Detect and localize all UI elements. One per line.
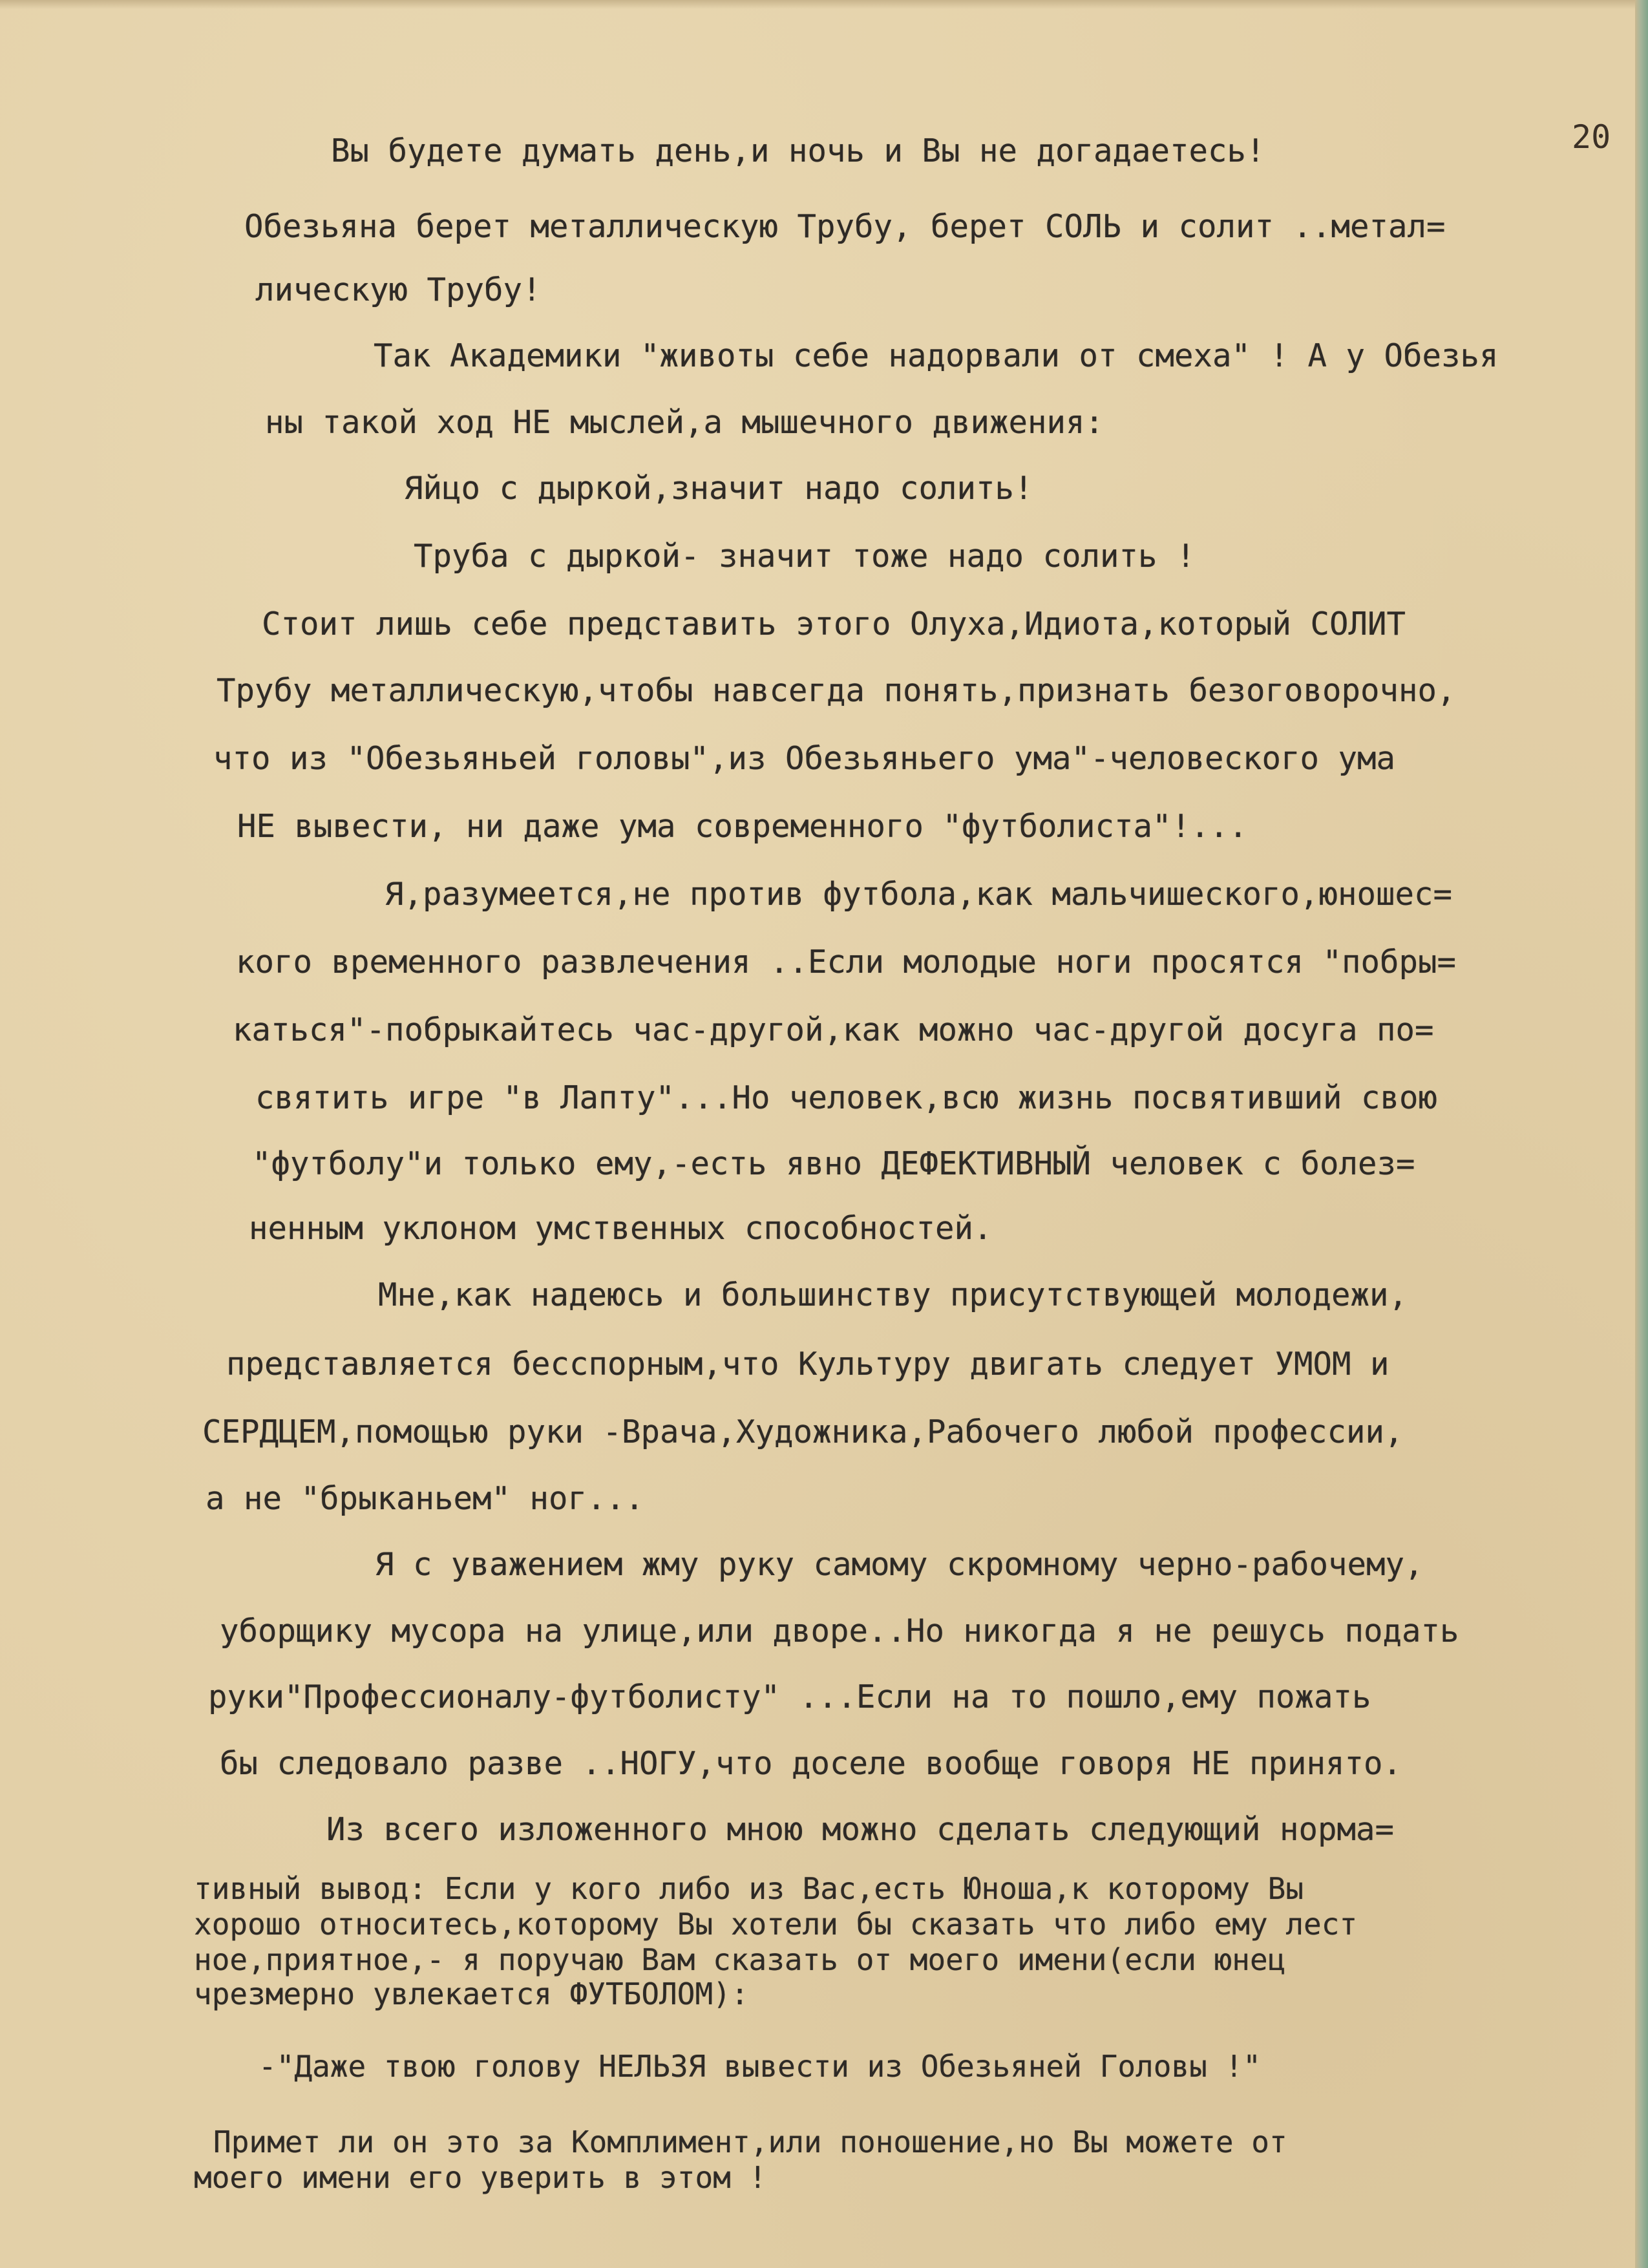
text-line: "футболу"и только ему,-есть явно ДЕФЕКТИВНЫЙ человек с болез= [252, 1145, 1415, 1182]
text-line: ненным уклоном умственных способностей. [249, 1210, 993, 1247]
text-line: Вы будете думать день,и ночь и Вы не догадаетесь! [331, 132, 1265, 169]
text-line: Примет ли он это за Комплимент,или поношение,но Вы можете от [213, 2125, 1287, 2159]
text-line: лическую Трубу! [255, 271, 542, 308]
text-line: тивный вывод: Если у кого либо из Вас,есть Юноша,к которому Вы [194, 1871, 1304, 1906]
text-line: Стоит лишь себе представить этого Олуха,Идиота,который СОЛИТ [262, 606, 1406, 642]
text-line: ны такой ход НЕ мыслей,а мышечного движения: [265, 404, 1104, 441]
text-line: Так Академики "животы себе надорвали от смеха" ! А у Обезья [374, 337, 1499, 374]
text-line: моего имени его уверить в этом ! [194, 2160, 767, 2195]
text-line: Обезьяна берет металлическую Трубу, берет СОЛЬ и солит ..метал= [244, 208, 1446, 245]
text-line: -"Даже твою голову НЕЛЬЗЯ вывести из Обезьяней Головы !" [259, 2049, 1261, 2084]
text-line: чрезмерно увлекается ФУТБОЛОМ): [194, 1977, 749, 2011]
text-line: Яйцо с дыркой,значит надо солить! [404, 470, 1033, 507]
page-number: 20 [1572, 118, 1611, 156]
text-line: хорошо относитесь,которому Вы хотели бы сказать что либо ему лест [194, 1907, 1358, 1942]
text-line: ное,приятное,- я поручаю Вам сказать от моего имени(если юнец [194, 1942, 1286, 1977]
text-line: Мне,как надеюсь и большинству присутствующей молодежи, [378, 1277, 1408, 1313]
text-line: Трубу металлическую,чтобы навсегда понять,признать безоговорочно, [217, 672, 1456, 709]
text-line: а не "брыканьем" ног... [206, 1480, 644, 1517]
text-line: СЕРДЦЕМ,помощью руки -Врача,Художника,Рабочего любой профессии, [202, 1414, 1404, 1450]
text-line: что из "Обезьяньей головы",из Обезьяньего ума"-человеского ума [213, 740, 1396, 777]
text-line: бы следовало разве ..НОГУ,что доселе вообще говоря НЕ принято. [220, 1745, 1402, 1782]
text-line: кого временного развлечения ..Если молодые ноги просятся "побры= [236, 944, 1457, 980]
page-right-edge [1635, 0, 1648, 2268]
text-line: Труба с дыркой- значит тоже надо солить ! [414, 538, 1196, 575]
text-line: Из всего изложенного мною можно сделать следующий норма= [326, 1811, 1395, 1848]
text-line: святить игре "в Лапту"...Но человек,всю жизнь посвятивший свою [255, 1079, 1438, 1116]
text-line: представляется бесспорным,что Культуру двигать следует УМОМ и [226, 1346, 1389, 1383]
text-line: каться"-побрыкайтесь час-другой,как можно час-другой досуга по= [233, 1012, 1434, 1048]
text-line: НЕ вывести, ни даже ума современного "футболиста"!... [237, 808, 1248, 845]
text-line: Я с уважением жму руку самому скромному черно-рабочему, [375, 1546, 1424, 1583]
text-line: Я,разумеется,не против футбола,как мальчишеского,юношес= [385, 876, 1453, 913]
text-line: руки"Профессионалу-футболисту" ...Если на то пошло,ему пожать [208, 1679, 1371, 1715]
page-top-edge [0, 0, 1648, 9]
text-line: уборщику мусора на улице,или дворе..Но никогда я не решусь подать [220, 1613, 1459, 1649]
